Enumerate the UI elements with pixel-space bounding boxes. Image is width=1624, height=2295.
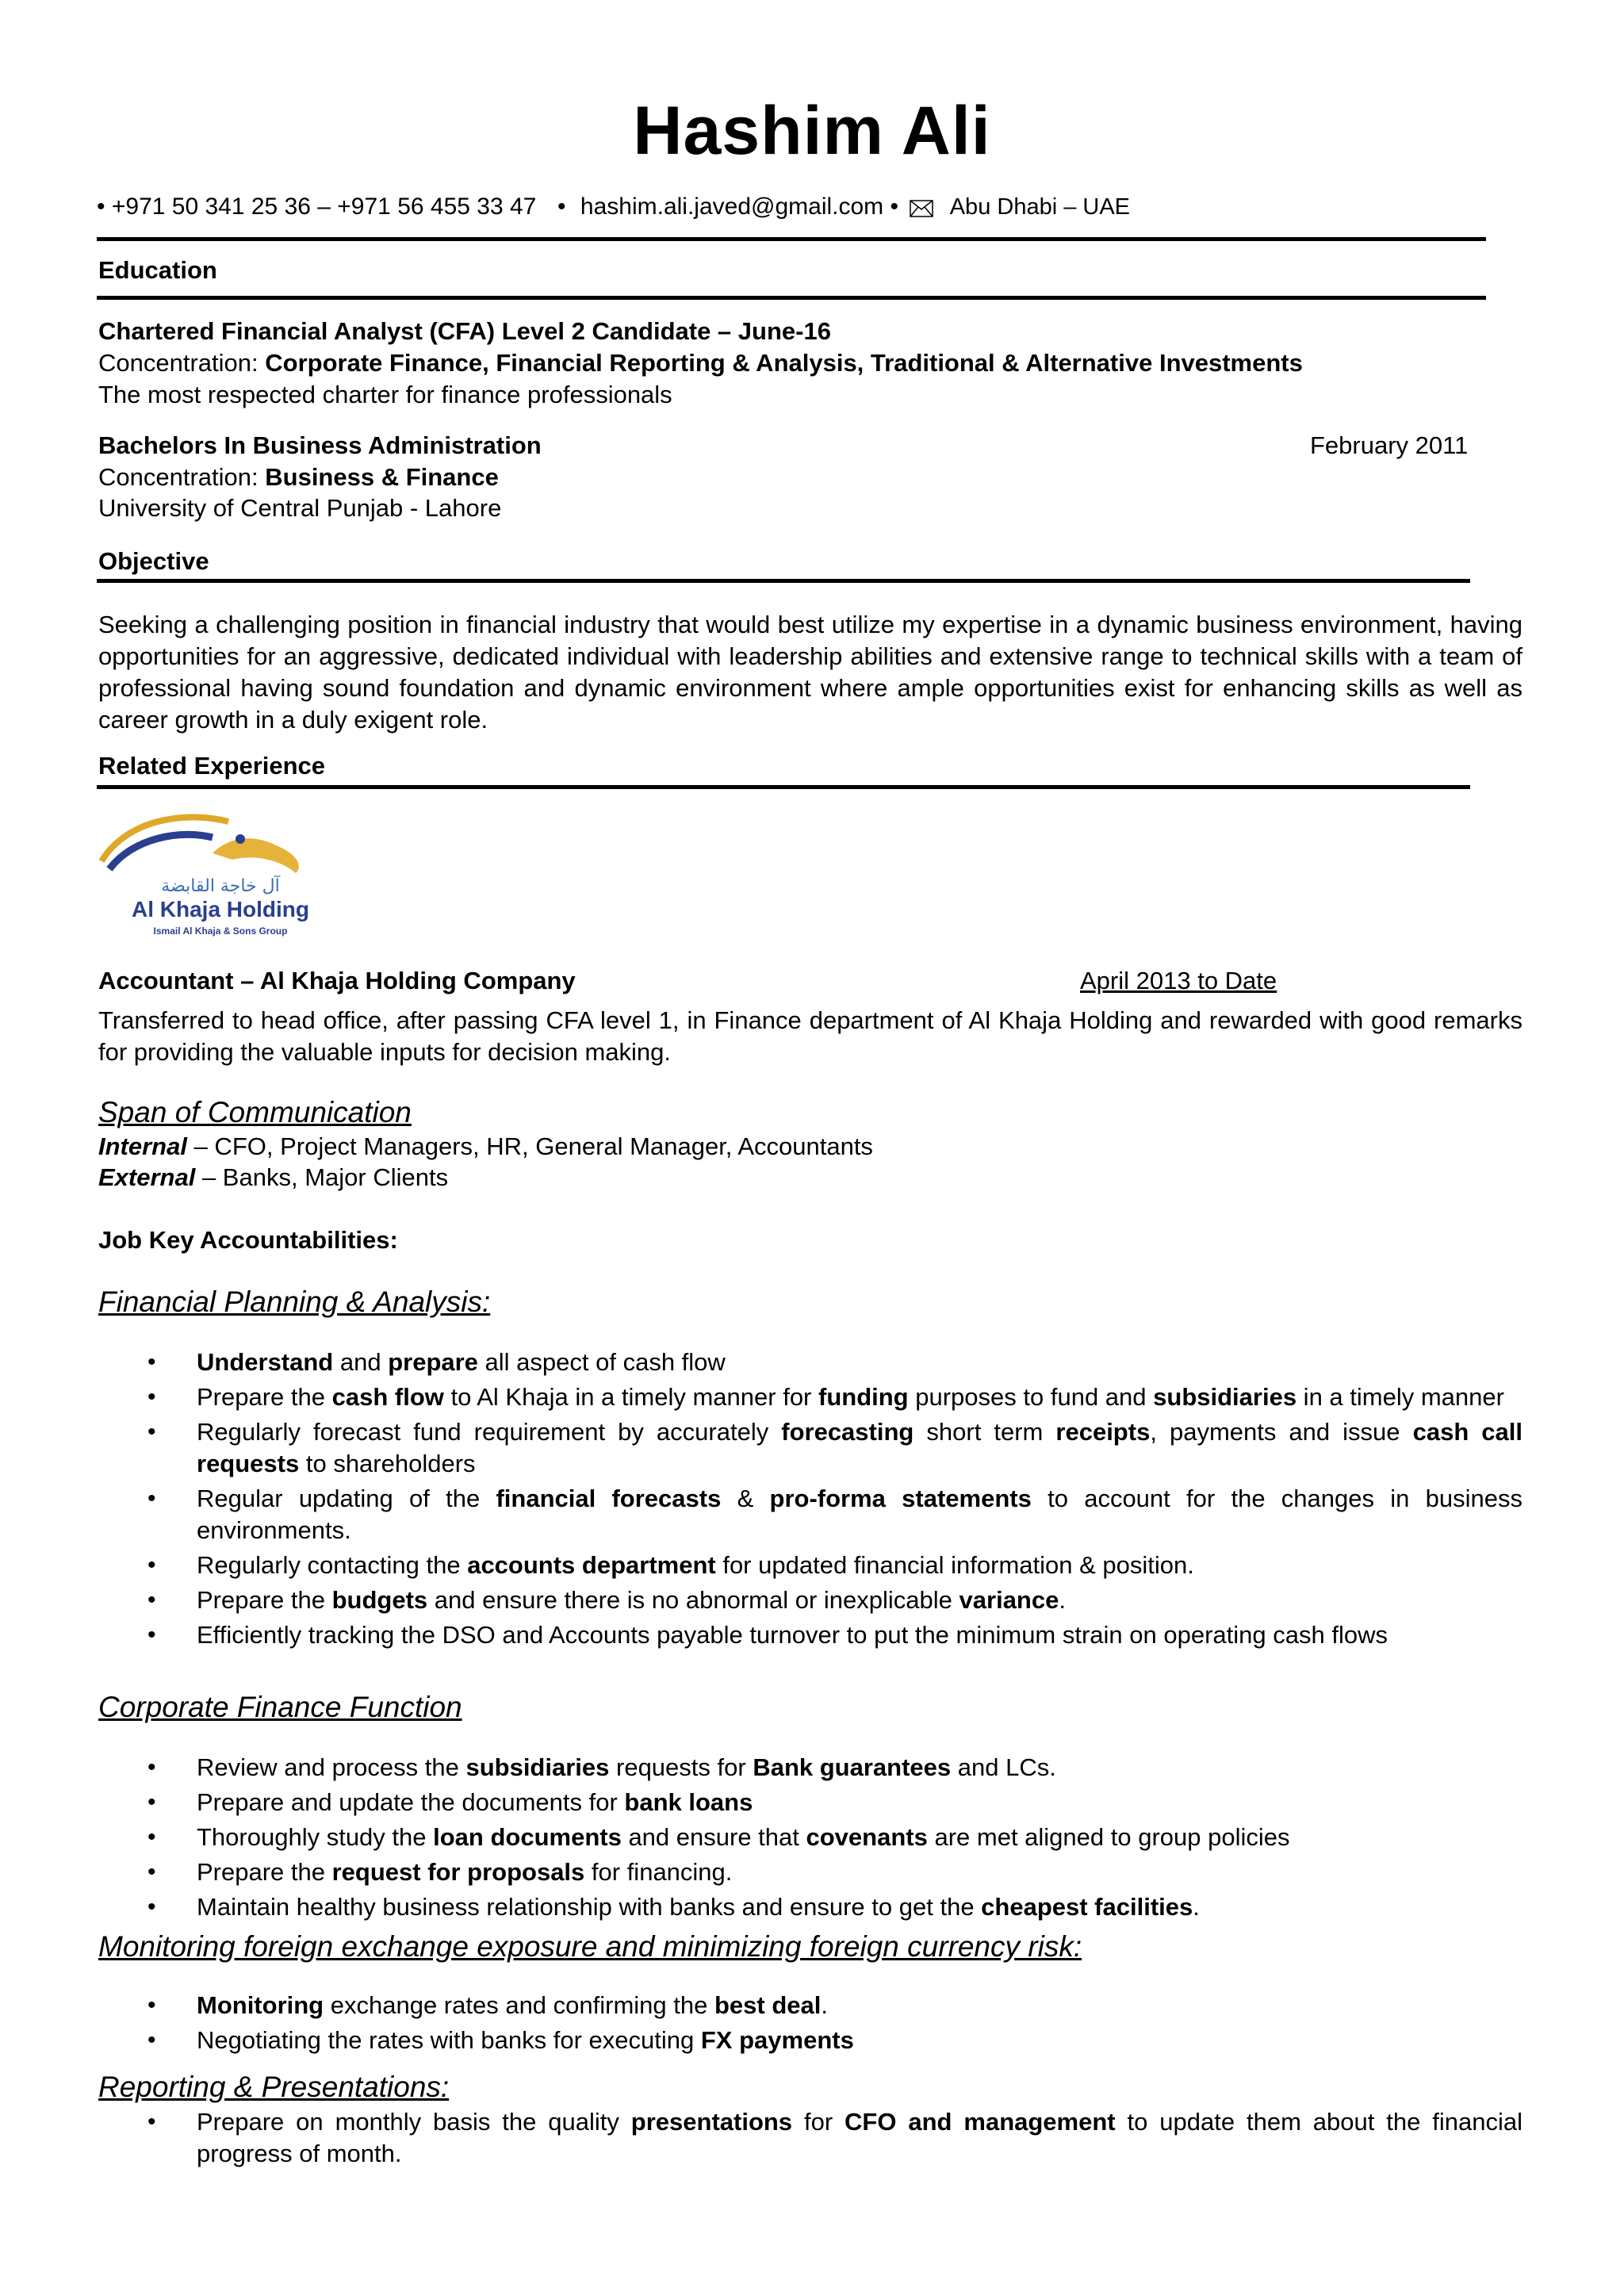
divider (97, 237, 1486, 241)
concentration-value: Corporate Finance, Financial Reporting & Analysis, Traditional & Alternative Investments (265, 349, 1303, 377)
bullet-dot: • (147, 1789, 156, 1815)
bold-text: Bank guarantees (753, 1753, 952, 1781)
item-text: for financing. (584, 1858, 733, 1886)
list-item (98, 2106, 1522, 2170)
list-item (98, 1891, 1522, 1923)
item-text: Negotiating the rates with banks for executing (197, 2026, 701, 2054)
item-text: Thoroughly study the (197, 1823, 434, 1851)
item-text: requests for (609, 1753, 753, 1781)
span-title: Span of Communication (98, 1096, 412, 1128)
bba-concentration (98, 462, 499, 493)
bullet-dot: • (147, 1485, 156, 1511)
cf-list (98, 1752, 1522, 1926)
bold-text: financial forecasts (496, 1485, 722, 1512)
item-text: & (721, 1485, 770, 1512)
item-text: Regularly contacting the (197, 1551, 468, 1579)
item-text: all aspect of cash flow (477, 1348, 726, 1376)
svg-text:Al Khaja Holding: Al Khaja Holding (132, 897, 309, 921)
concentration-label: Concentration: (98, 463, 259, 491)
list-item (98, 1752, 1522, 1784)
item-text: Maintain healthy business relationship with banks and ensure to get the (197, 1893, 982, 1921)
external-label: External (98, 1163, 196, 1191)
job-title: Accountant – Al Khaja Holding Company (98, 967, 576, 994)
item-text: Regular updating of the (197, 1485, 496, 1512)
bold-text: cash call requests (197, 1418, 1523, 1477)
concentration-label: Concentration: (98, 349, 259, 377)
bold-text: cheapest facilities (981, 1893, 1193, 1921)
bold-text: request for proposals (331, 1858, 585, 1886)
bold-text: loan documents (433, 1823, 622, 1851)
concentration-value: Business & Finance (265, 463, 499, 491)
item-text: short term (914, 1418, 1056, 1446)
list-item (98, 2025, 1522, 2056)
item-text: Prepare the (197, 1586, 332, 1614)
item-text: . (1193, 1893, 1200, 1921)
list-item (98, 1822, 1522, 1853)
list-item (98, 1787, 1522, 1818)
section-title-education: Education (98, 256, 217, 284)
list-item (98, 1856, 1522, 1888)
bba-date: February 2011 (1310, 431, 1469, 459)
envelope-icon (910, 196, 933, 224)
item-text: to shareholders (299, 1450, 476, 1477)
item-text: purposes to fund and (908, 1383, 1154, 1411)
bullet-dot: • (147, 1894, 156, 1920)
bba-title: Bachelors In Business Administration (98, 431, 542, 459)
bold-text: Understand (197, 1348, 334, 1376)
bold-text: receipts (1055, 1418, 1151, 1446)
list-item (98, 1416, 1522, 1480)
bold-text: FX payments (700, 2026, 854, 2054)
item-text: and ensure there is no abnormal or inexplicable (427, 1586, 959, 1614)
item-text: , payments and issue (1150, 1418, 1413, 1446)
bold-text: subsidiaries (1153, 1383, 1297, 1411)
item-text: exchange rates and confirming the (324, 1991, 714, 2019)
list-item (98, 1347, 1522, 1378)
item-text: for (792, 2108, 845, 2136)
item-text: Review and process the (197, 1753, 466, 1781)
fx-title: Monitoring foreign exchange exposure and minimizing foreign currency risk: (98, 1930, 1082, 1963)
bullet-dot: • (147, 1587, 156, 1613)
bold-text: covenants (806, 1823, 928, 1851)
list-item (98, 1483, 1522, 1546)
item-text: Prepare and update the documents for (197, 1788, 625, 1816)
internal-text: – CFO, Project Managers, HR, General Manager, Accountants (186, 1132, 873, 1160)
section-title-objective: Objective (98, 547, 209, 575)
bullet-dot: • (147, 1859, 156, 1885)
internal-label: Internal (98, 1132, 187, 1160)
external-text: – Banks, Major Clients (195, 1163, 449, 1191)
item-text: Prepare on monthly basis the quality (197, 2108, 631, 2136)
cfa-note: The most respected charter for finance professionals (98, 381, 672, 408)
bullet-dot: • (890, 193, 899, 220)
objective-text: Seeking a challenging position in financial industry that would best utilize my expertise in a dynamic business environment, having opportunities for an aggressive, dedicated individual with leadership abilities and extensive range to technical skills with a team of professional having sound foundation and dynamic environment where ample opportunities exist for enhancing skills as well as career growth in a duly exigent role. (98, 611, 1522, 734)
email-address: hashim.ali.javed@gmail.com (580, 193, 884, 220)
item-text: Regularly forecast fund requirement by accurately (197, 1418, 782, 1446)
item-text: and ensure that (621, 1823, 806, 1851)
item-text: and LCs. (951, 1753, 1056, 1781)
bullet-dot: • (97, 193, 105, 220)
divider (97, 296, 1486, 300)
phone-numbers: +971 50 341 25 36 – +971 56 455 33 47 (111, 193, 537, 220)
item-text: are met aligned to group policies (927, 1823, 1290, 1851)
job-dates: April 2013 to Date (1080, 967, 1277, 994)
bullet-dot: • (147, 1992, 156, 2018)
list-item (98, 1990, 1522, 2021)
bold-text: best deal (714, 1991, 822, 2019)
bullet-dot: • (147, 2027, 156, 2053)
internal-line (98, 1131, 873, 1163)
bold-text: subsidiaries (465, 1753, 610, 1781)
key-accountabilities-title: Job Key Accountabilities: (98, 1226, 398, 1254)
list-item (98, 1381, 1522, 1413)
item-text: . (1059, 1586, 1066, 1614)
item-text: to account for the changes in business environments. (197, 1485, 1522, 1544)
svg-text:آل خاجة القابضة: آل خاجة القابضة (161, 876, 280, 896)
bullet-dot: • (147, 1552, 156, 1578)
job-summary: Transferred to head office, after passing CFA level 1, in Finance department of Al Khaja Holding and rewarded with good remarks for providing the valuable inputs for decision making. (98, 1006, 1522, 1066)
candidate-name: Hashim Ali (633, 93, 991, 169)
bba-university: University of Central Punjab - Lahore (98, 494, 502, 522)
item-text: for updated financial information & position. (715, 1551, 1194, 1579)
divider (97, 579, 1470, 583)
bold-text: forecasting (781, 1418, 914, 1446)
bold-text: variance (959, 1586, 1059, 1614)
bullet-dot: • (147, 1824, 156, 1850)
bold-text: pro-forma statements (769, 1485, 1032, 1512)
cfa-title: Chartered Financial Analyst (CFA) Level 2 Candidate – June-16 (98, 317, 831, 345)
item-text: Prepare the (197, 1383, 332, 1411)
bullet-dot: • (147, 1754, 156, 1780)
bold-text: accounts department (467, 1551, 716, 1579)
fx-list (98, 1990, 1522, 2059)
location: Abu Dhabi – UAE (949, 194, 1131, 220)
bullet-dot: • (147, 2109, 156, 2135)
item-text: Efficiently tracking the DSO and Accounts payable turnover to put the minimum strain on operating cash flows (197, 1621, 1388, 1649)
cfa-concentration (98, 347, 1303, 379)
fpa-list (98, 1347, 1522, 1654)
divider (97, 785, 1470, 789)
bold-text: budgets (331, 1586, 428, 1614)
company-logo (94, 806, 339, 948)
contact-line (97, 193, 1130, 224)
bold-text: prepare (388, 1348, 478, 1376)
rp-title: Reporting & Presentations: (98, 2071, 450, 2103)
bullet-dot: • (147, 1384, 156, 1410)
bullet-dot: • (147, 1349, 156, 1375)
item-text: in a timely manner (1297, 1383, 1504, 1411)
bold-text: presentations (630, 2108, 793, 2136)
bullet-dot: • (147, 1419, 156, 1445)
list-item (98, 1619, 1522, 1651)
bullet-dot: • (550, 193, 566, 220)
item-text: to update them about the financial progress of month. (197, 2108, 1523, 2167)
item-text: . (821, 1991, 828, 2019)
bullet-dot: • (147, 1622, 156, 1648)
svg-text:Ismail Al Khaja & Sons Group: Ismail Al Khaja & Sons Group (153, 925, 288, 937)
rp-list (98, 2106, 1522, 2173)
bold-text: bank loans (624, 1788, 753, 1816)
list-item (98, 1550, 1522, 1581)
fpa-title: Financial Planning & Analysis: (98, 1285, 491, 1318)
bold-text: Monitoring (197, 1991, 324, 2019)
bold-text: funding (818, 1383, 909, 1411)
item-text: and (333, 1348, 389, 1376)
bold-text: CFO and management (845, 2108, 1116, 2136)
external-line (98, 1162, 448, 1193)
item-text: Prepare the (197, 1858, 332, 1886)
bold-text: cash flow (331, 1383, 444, 1411)
section-title-experience: Related Experience (98, 752, 326, 780)
list-item (98, 1584, 1522, 1616)
item-text: to Al Khaja in a timely manner for (443, 1383, 818, 1411)
cf-title: Corporate Finance Function (98, 1691, 462, 1723)
